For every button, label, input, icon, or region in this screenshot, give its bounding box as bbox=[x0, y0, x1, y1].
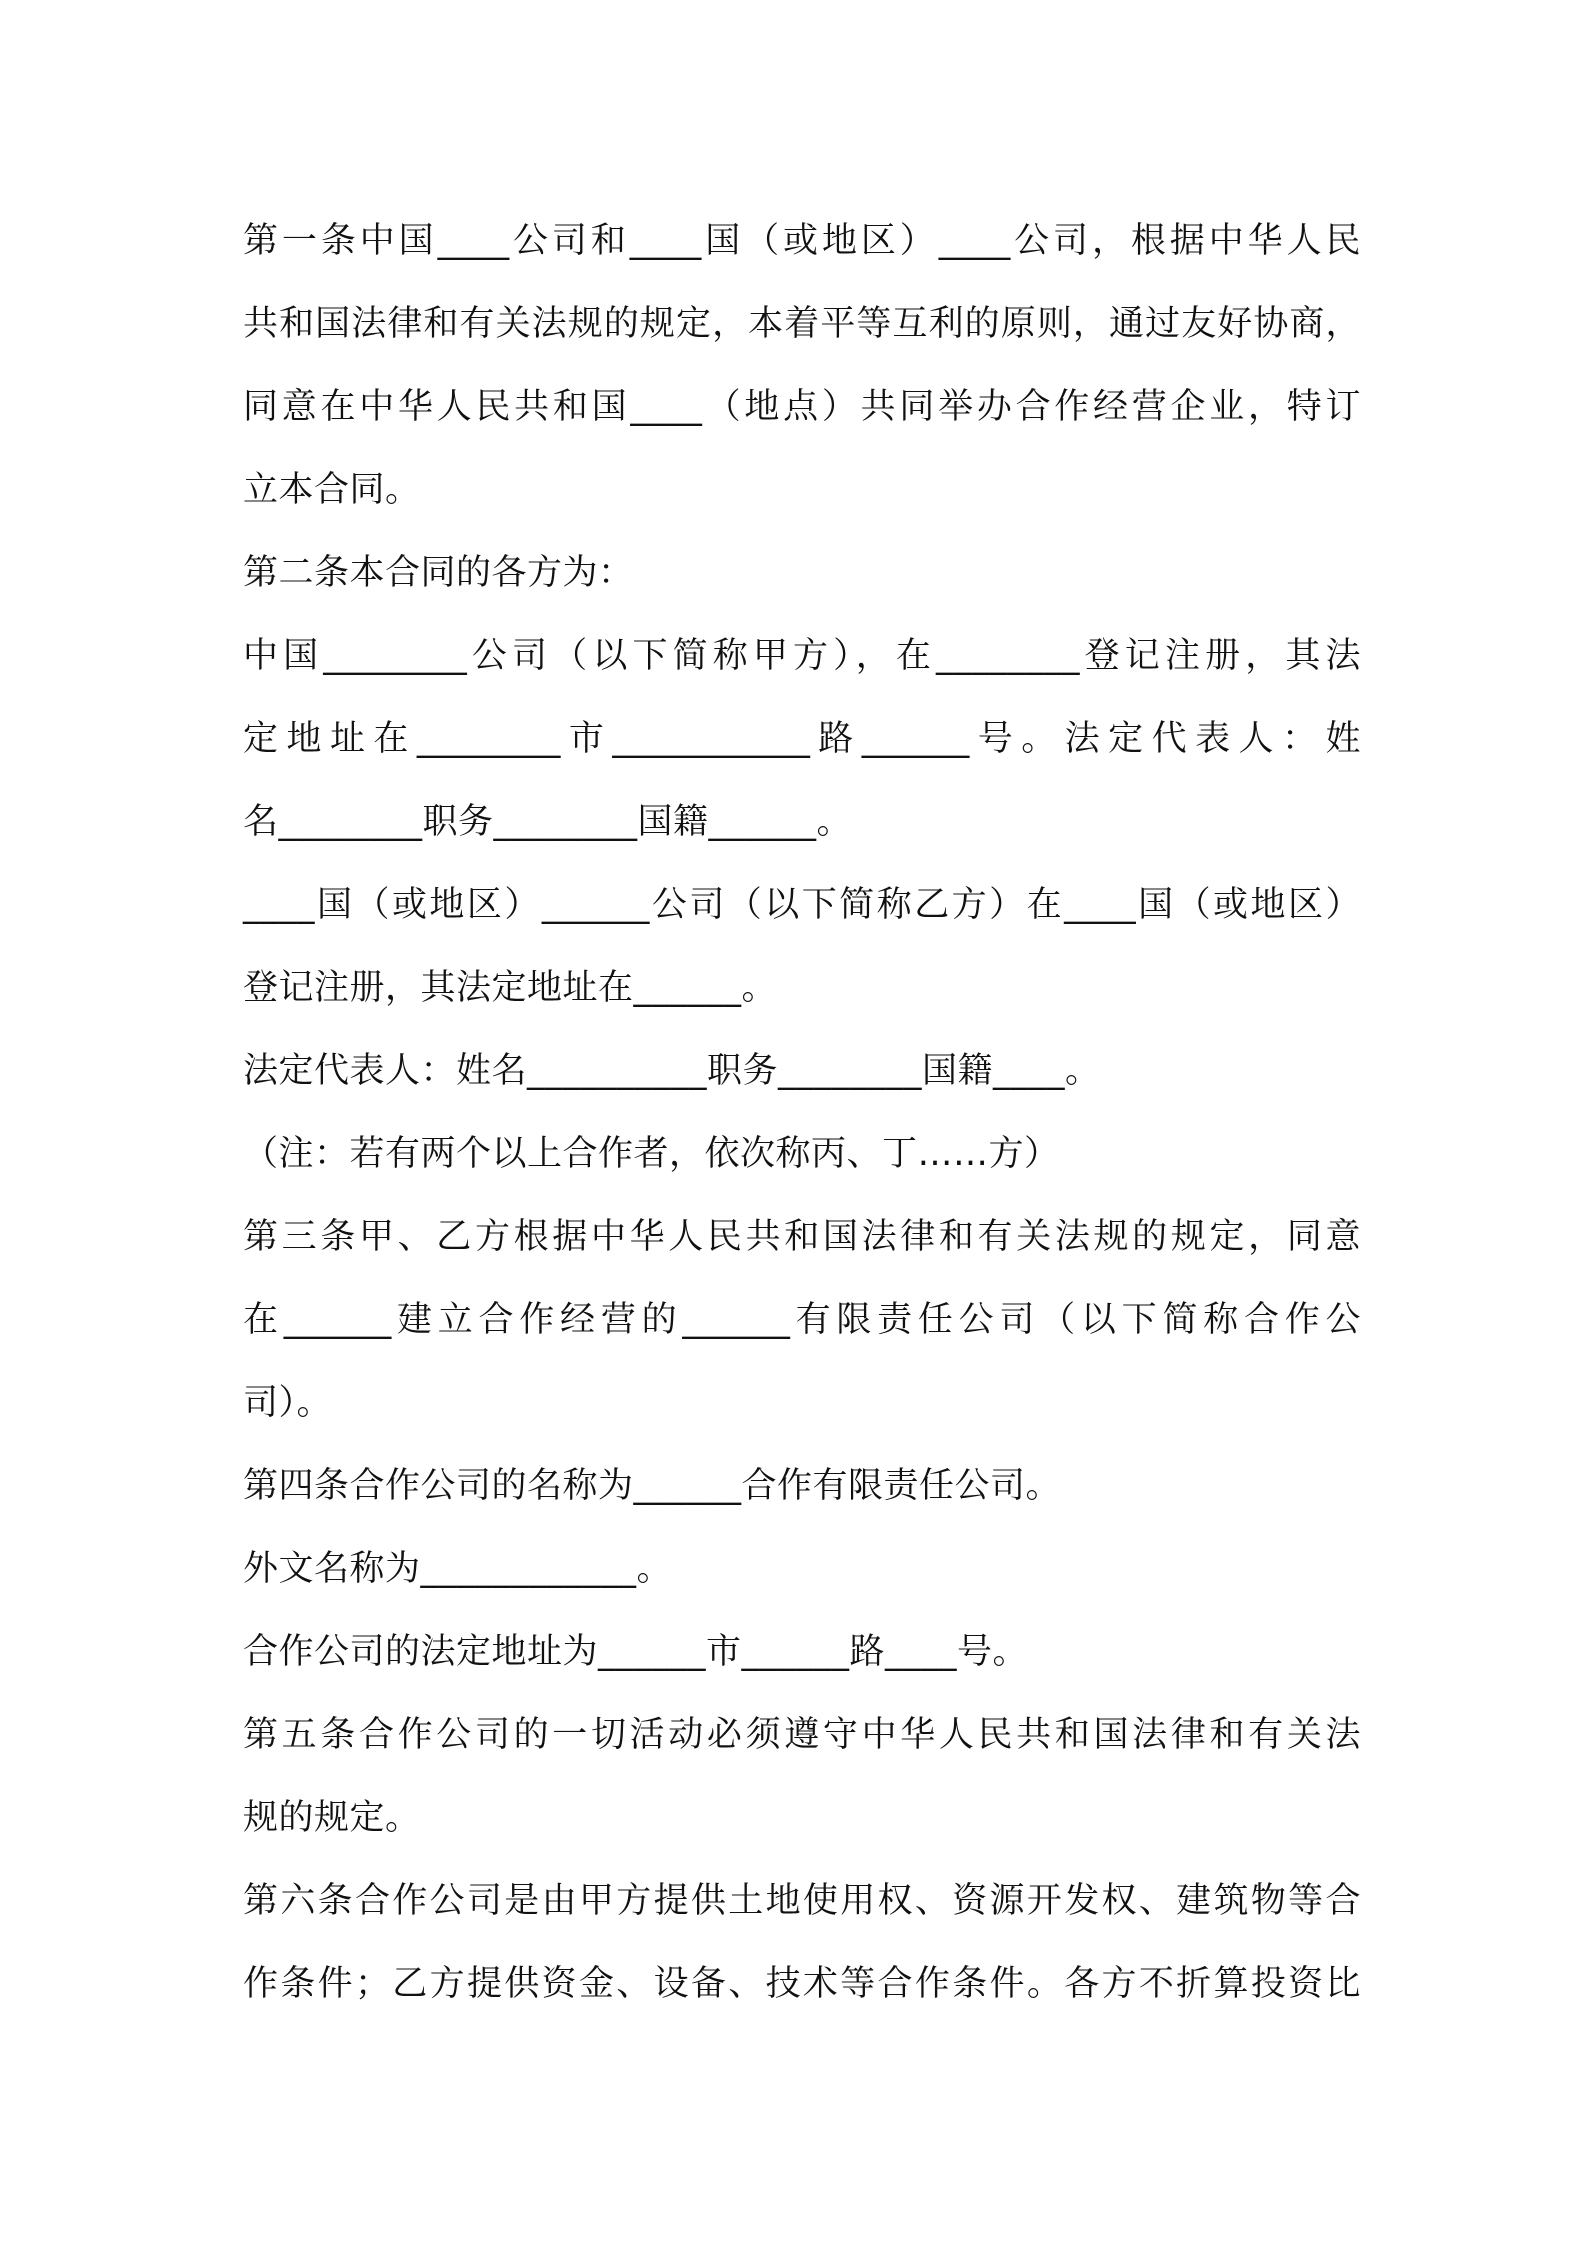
contract-page bbox=[243, 200, 1361, 2026]
text-line: 合作公司的法定地址为______市______路____号。 bbox=[243, 1632, 1029, 1672]
text-line: 定地址在________市___________路______号。法定代表人：姓 bbox=[243, 719, 1361, 759]
text-line: 外文名称为____________。 bbox=[243, 1549, 673, 1589]
text-line: 第四条合作公司的名称为______合作有限责任公司。 bbox=[243, 1466, 1062, 1506]
text-line: 第二条本合同的各方为： bbox=[243, 553, 634, 593]
text-line: 规的规定。 bbox=[243, 1798, 421, 1838]
text-line: 第三条甲、乙方根据中华人民共和国法律和有关法规的规定，同意 bbox=[243, 1217, 1361, 1257]
text-line: 中国________公司（以下简称甲方），在________登记注册，其法 bbox=[243, 636, 1361, 676]
text-line: ____国（或地区）______公司（以下简称乙方）在____国（或地区） bbox=[243, 885, 1361, 925]
text-line: 法定代表人：姓名__________职务________国籍____。 bbox=[243, 1051, 1101, 1091]
text-line: 司）。 bbox=[243, 1383, 333, 1423]
text-line: 在______建立合作经营的______有限责任公司（以下简称合作公 bbox=[243, 1300, 1361, 1340]
text-line: 同意在中华人民共和国____（地点）共同举办合作经营企业，特订 bbox=[243, 387, 1361, 427]
text-line: 立本合同。 bbox=[243, 470, 421, 510]
text-line: 作条件；乙方提供资金、设备、技术等合作条件。各方不折算投资比 bbox=[243, 1964, 1361, 2004]
text-line: 共和国法律和有关法规的规定，本着平等互利的原则，通过友好协商， bbox=[243, 304, 1361, 344]
text-line: 第六条合作公司是由甲方提供土地使用权、资源开发权、建筑物等合 bbox=[243, 1881, 1361, 1921]
text-line: （注：若有两个以上合作者，依次称丙、丁……方） bbox=[243, 1134, 1060, 1174]
text-line: 第五条合作公司的一切活动必须遵守中华人民共和国法律和有关法 bbox=[243, 1715, 1361, 1755]
text-line: 第一条中国____公司和____国（或地区）____公司，根据中华人民 bbox=[243, 221, 1361, 261]
text-line: 名________职务________国籍______。 bbox=[243, 802, 853, 842]
text-line: 登记注册，其法定地址在______。 bbox=[243, 968, 778, 1008]
